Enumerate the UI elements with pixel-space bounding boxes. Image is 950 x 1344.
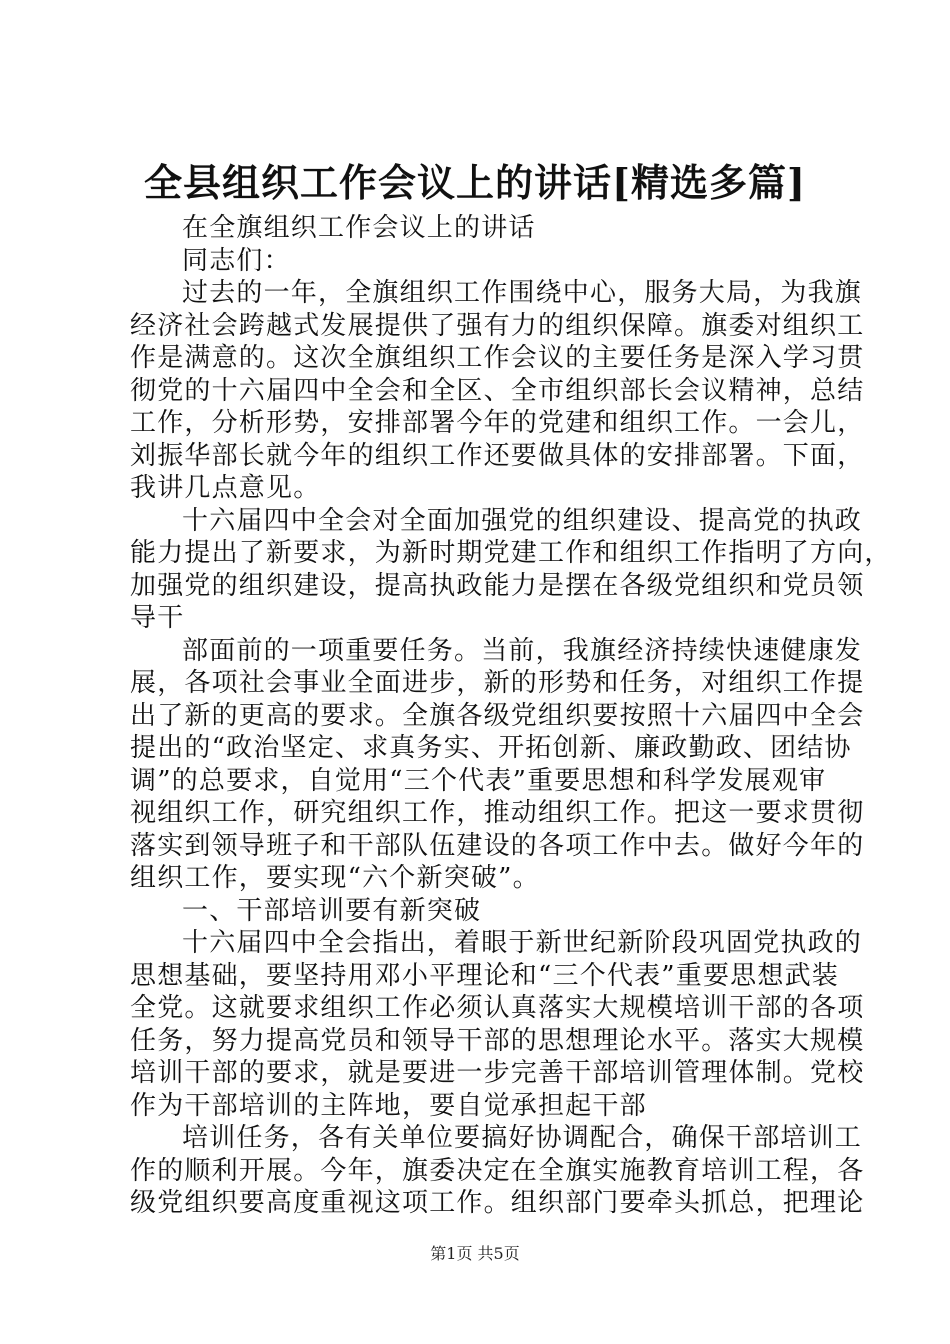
text-line: 工作，分析形势，安排部署今年的党建和组织工作。一会儿，: [130, 408, 865, 438]
text-line: 出了新的更高的要求。全旗各级党组织要按照十六届四中全会: [130, 700, 865, 731]
text-line: 部面前的一项重要任务。当前，我旗经济持续快速健康发: [182, 635, 863, 666]
text-line: 视组织工作，研究组织工作，推动组织工作。把这一要求贯彻: [130, 798, 865, 828]
text-line: 十六届四中全会指出，着眼于新世纪新阶段巩固党执政的: [182, 928, 863, 958]
text-line: 经济社会跨越式发展提供了强有力的组织保障。旗委对组织工: [130, 310, 865, 341]
text-line: 在全旗组织工作会议上的讲话: [182, 213, 536, 243]
document-body: [130, 212, 892, 1220]
text-line: 思想基础，要坚持用邓小平理论和“三个代表”重要思想武装: [130, 960, 839, 991]
text-line: 调”的总要求，自觉用“三个代表”重要思想和科学发展观审: [130, 765, 827, 796]
text-line: 作是满意的。这次全旗组织工作会议的主要任务是深入学习贯: [130, 343, 865, 373]
text-line: 加强党的组织建设，提高执政能力是摆在各级党组织和党员领: [130, 570, 865, 601]
text-line: 展，各项社会事业全面进步，新的形势和任务，对组织工作提: [130, 668, 865, 698]
text-line: 全党。这就要求组织工作必须认真落实大规模培训干部的各项: [130, 993, 865, 1023]
page-footer: 第1页 共5页: [430, 1244, 520, 1263]
text-line: 任务，努力提高党员和领导干部的思想理论水平。落实大规模: [130, 1025, 865, 1056]
text-line: 能力提出了新要求，为新时期党建工作和组织工作指明了方向，: [130, 538, 892, 568]
text-line: 刘振华部长就今年的组织工作还要做具体的安排部署。下面，: [130, 440, 865, 471]
text-line: 十六届四中全会对全面加强党的组织建设、提高党的执政: [182, 505, 863, 536]
text-line: 组织工作，要实现“六个新突破”。: [130, 863, 540, 893]
text-line: 级党组织要高度重视这项工作。组织部门要牵头抓总，把理论: [130, 1188, 865, 1218]
document-title: 全县组织工作会议上的讲话[精选多篇]: [144, 160, 806, 205]
text-line: 我讲几点意见。: [130, 473, 321, 503]
text-line: 培训干部的要求，就是要进一步完善干部培训管理体制。党校: [130, 1058, 865, 1088]
text-line: 提出的“政治坚定、求真务实、开拓创新、廉政勤政、团结协: [130, 733, 852, 763]
text-line: 培训任务，各有关单位要搞好协调配合，确保干部培训工: [182, 1123, 863, 1153]
text-line: 一、干部培训要有新突破: [182, 895, 482, 926]
text-line: 同志们：: [182, 245, 291, 276]
text-line: 作的顺利开展。今年，旗委决定在全旗实施教育培训工程，各: [130, 1155, 865, 1186]
text-line: 过去的一年，全旗组织工作围绕中心，服务大局，为我旗: [182, 278, 863, 308]
text-line: 作为干部培训的主阵地，要自觉承担起干部: [130, 1090, 647, 1121]
text-line: 彻党的十六届四中全会和全区、全市组织部长会议精神，总结: [130, 375, 865, 406]
text-line: 落实到领导班子和干部队伍建设的各项工作中去。做好今年的: [130, 830, 865, 861]
text-line: 导干: [130, 603, 185, 633]
